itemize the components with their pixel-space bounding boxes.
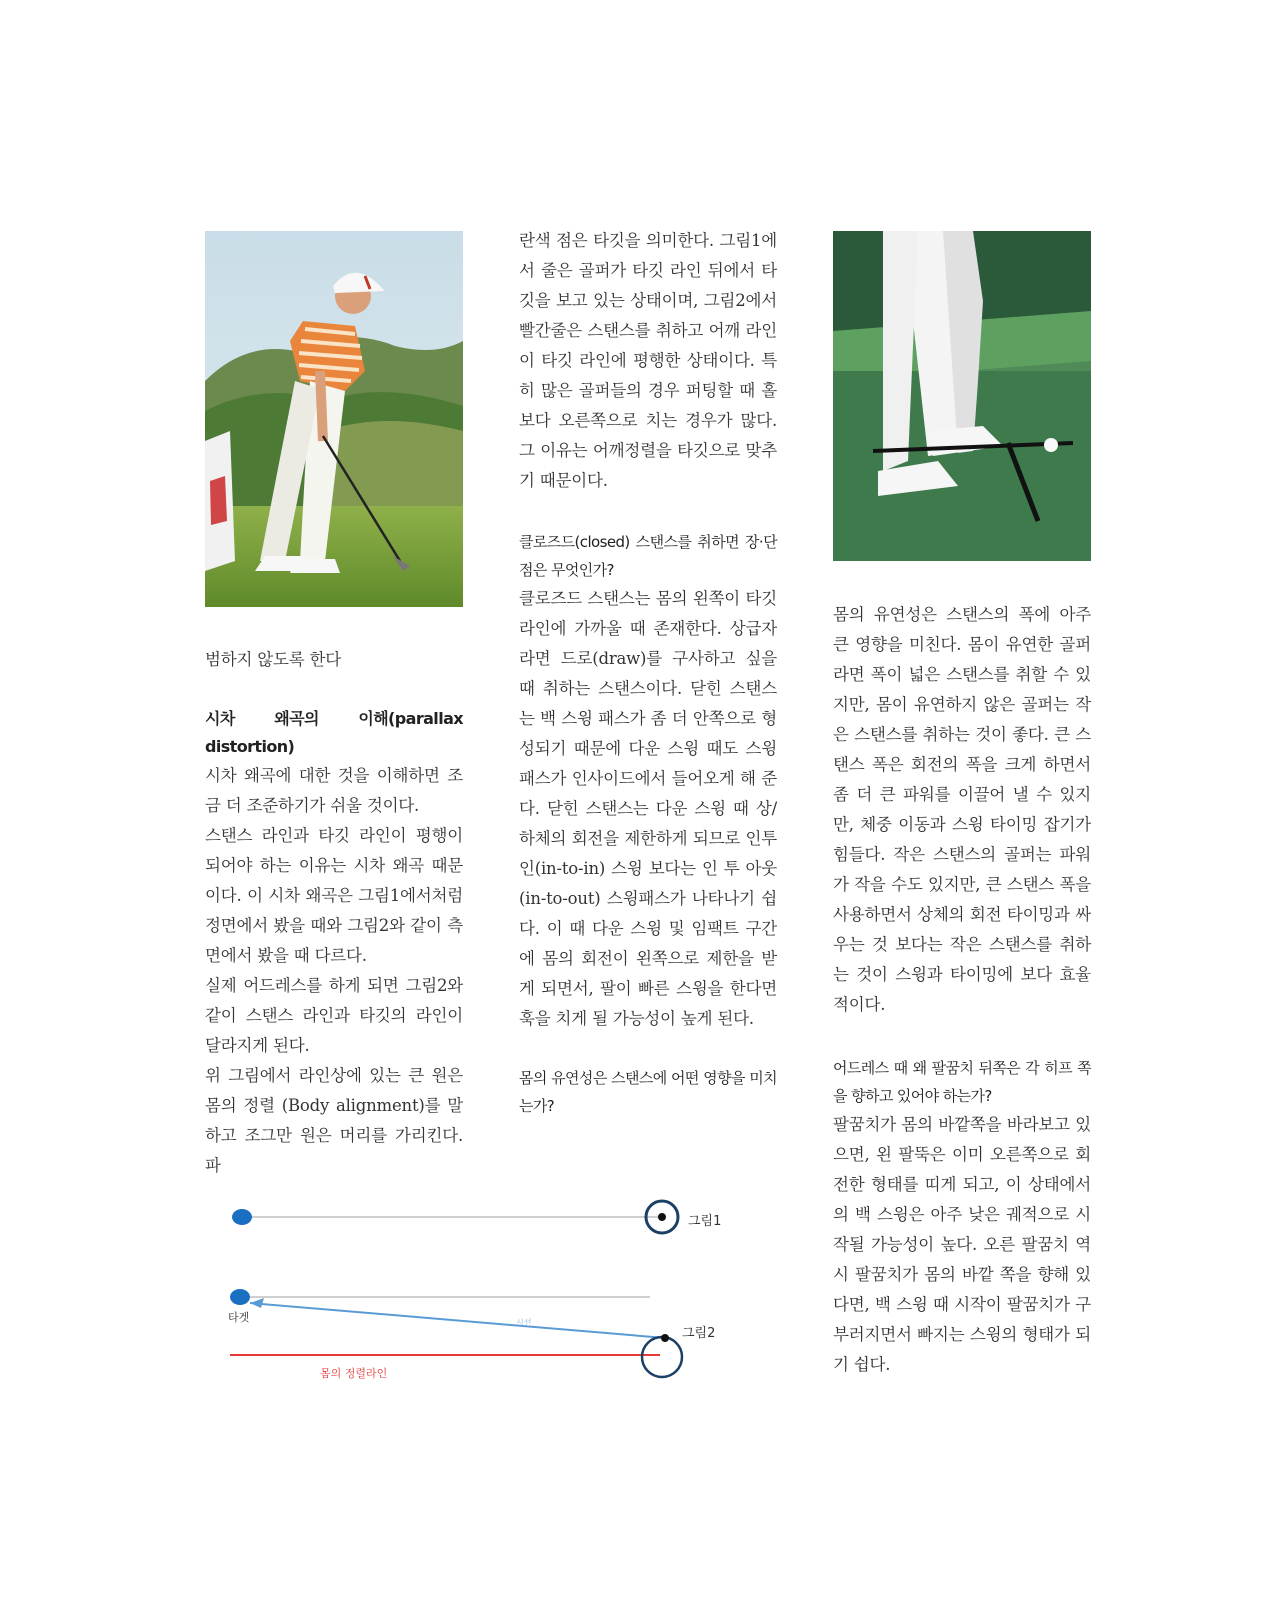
paragraph: 팔꿈치가 몸의 바깥쪽을 바라보고 있으면, 왼 팔뚝은 이미 오른쪽으로 회전한 형태를 띠게 되고, 이 상태에서의 백 스윙은 아주 낮은 궤적으로 시작될 가능성이 높다. 오른 팔꿈치 역시 팔꿈치가 몸의 바깥 쪽을 향해 있다면, 백 스윙 때 시작이 팔꿈치가 구부러지면서 빠지는 스윙의 형태가 되기 쉽다. (833, 1115, 1091, 1374)
section-heading-elbows: 어드레스 때 왜 팔꿈치 뒤쪽은 각 히프 쪽을 향하고 있어야 하는가? (833, 1059, 1091, 1105)
figure2-target-dot (230, 1289, 250, 1305)
alignment-sticks-photo (833, 231, 1091, 561)
column-3 (833, 600, 1091, 1380)
column-2 (519, 226, 777, 1120)
paragraph: 클로즈드 스탠스는 몸의 왼쪽이 타깃 라인에 가까울 때 존재한다. 상급자라면 드로(draw)를 구사하고 싶을 때 취하는 스탠스이다. 닫힌 스탠스는 백 스윙 패스가 좀 더 안쪽으로 형성되기 때문에 다운 스윙 때도 스윙 패스가 인사이드에서 들어오게 해 준다. 닫힌 스탠스는 다운 스윙 때 상/하체의 회전을 제한하게 되므로 인투 인(in-to-in) 스윙 보다는 인 투 아웃(in-to-out) 스윙패스가 나타나기 쉽다. 이 때 다운 스윙 및 임팩트 구간에 몸의 회전이 왼쪽으로 제한을 받게 되면서, 팔이 빠른 스윙을 한다면 훅을 치게 될 가능성이 높게 된다. (519, 589, 777, 1028)
paragraph: 실제 어드레스를 하게 되면 그림2와 같이 스탠스 라인과 타깃의 라인이 달라지게 된다. (205, 976, 463, 1055)
figure2-body-ring (642, 1337, 682, 1377)
figure2-label: 그림2 (682, 1326, 716, 1341)
sight-label: 시선 (516, 1318, 532, 1327)
section-heading-flexibility: 몸의 유연성은 스탠스에 어떤 영향을 미치는가? (519, 1069, 777, 1115)
figure1-head-dot (658, 1213, 666, 1221)
parallax-diagram (220, 1185, 740, 1385)
paragraph: 몸의 유연성은 스탠스의 폭에 아주 큰 영향을 미친다. 몸이 유연한 골퍼라면 폭이 넓은 스탠스를 취할 수 있지만, 몸이 유연하지 않은 골퍼는 작은 스탠스를 취하는 것이 좋다. 큰 스탠스 폭은 회전의 폭을 크게 하면서 좀 더 큰 파워를 이끌어 낼 수 있지만, 체중 이동과 스윙 타이밍 잡기가 힘들다. 작은 스탠스의 골퍼는 파워가 작을 수도 있지만, 큰 스탠스 폭을 사용하면서 상체의 회전 타이밍과 싸우는 것 보다는 작은 스탠스를 취하는 것이 스윙과 타이밍에 보다 효율적이다. (833, 605, 1091, 1014)
section-heading-parallax: 시차 왜곡의 이해(parallax distortion) (205, 709, 463, 756)
paragraph: 위 그림에서 라인상에 있는 큰 원은 몸의 정렬 (Body alignment)를 말하고 조그만 원은 머리를 가리킨다. 파 (205, 1066, 463, 1175)
paragraph: 스탠스 라인과 타깃 라인이 평행이 되어야 하는 이유는 시차 왜곡 때문이다. 이 시차 왜곡은 그림1에서처럼 정면에서 봤을 때와 그림2와 같이 측면에서 봤을 때 다르다. (205, 826, 463, 965)
section-heading-closed-stance: 클로즈드(closed) 스탠스를 취하면 장·단점은 무엇인가? (519, 533, 777, 579)
column-1 (205, 645, 463, 1181)
sight-arrowhead (250, 1298, 264, 1308)
paragraph: 시차 왜곡에 대한 것을 이해하면 조금 더 조준하기가 쉬울 것이다. (205, 766, 463, 815)
figure1-label: 그림1 (688, 1214, 722, 1229)
figure1-target-dot (232, 1209, 252, 1225)
figure2-head-dot (661, 1334, 669, 1342)
golfer-photo (205, 231, 463, 607)
continuation-text: 범하지 않도록 한다 (205, 650, 342, 669)
body-alignment-label: 몸의 정렬라인 (320, 1367, 388, 1380)
paragraph: 란색 점은 타깃을 의미한다. 그림1에서 줄은 골퍼가 타깃 라인 뒤에서 타깃을 보고 있는 상태이며, 그림2에서 빨간줄은 스탠스를 취하고 어깨 라인이 타깃 라인에 평행한 상태이다. 특히 많은 골퍼들의 경우 퍼팅할 때 홀보다 오른쪽으로 치는 경우가 많다. 그 이유는 어깨정렬을 타깃으로 맞추기 때문이다. (519, 231, 777, 490)
target-label: 타겟 (228, 1311, 250, 1324)
sight-line (250, 1303, 665, 1338)
